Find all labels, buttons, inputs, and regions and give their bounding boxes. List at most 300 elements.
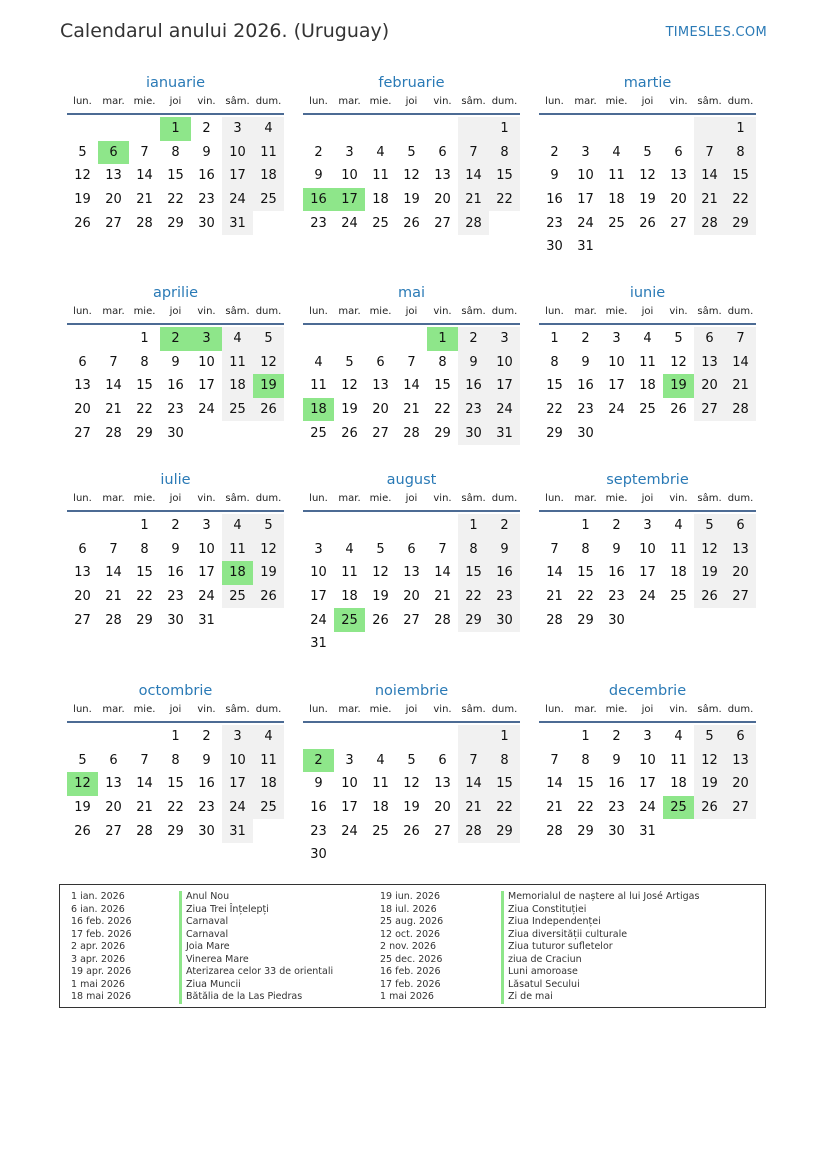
weekday-label: sâm. xyxy=(461,493,486,504)
day: 22 xyxy=(458,585,489,609)
holiday-date: 18 iul. 2026 xyxy=(380,903,437,915)
holiday-date: 6 ian. 2026 xyxy=(71,903,125,915)
day-grid xyxy=(303,327,520,445)
day: 26 xyxy=(341,425,358,441)
day: 21 xyxy=(136,800,153,816)
holiday-day: 19 xyxy=(663,374,694,398)
weekday-header xyxy=(539,304,756,325)
day: 24 xyxy=(577,215,594,231)
day: 8 xyxy=(581,541,590,557)
empty-day xyxy=(365,725,396,749)
day: 29 xyxy=(577,612,594,628)
day: 10 xyxy=(489,351,520,375)
day: 22 xyxy=(577,800,594,816)
day: 23 xyxy=(198,192,215,208)
day: 20 xyxy=(725,772,756,796)
weekday-label: mar. xyxy=(574,306,597,317)
empty-day xyxy=(67,725,98,749)
weekday-header xyxy=(303,304,520,325)
month-iulie xyxy=(67,469,284,632)
weekday-label: vin. xyxy=(669,493,688,504)
day-grid xyxy=(539,117,756,259)
day: 26 xyxy=(74,215,91,231)
weekday-label: dum. xyxy=(255,306,282,317)
day: 2 xyxy=(612,729,621,745)
weekday-label: mar. xyxy=(338,96,361,107)
day: 19 xyxy=(74,800,91,816)
day: 17 xyxy=(310,589,327,605)
empty-day xyxy=(334,725,365,749)
weekday-label: sâm. xyxy=(225,493,250,504)
day: 21 xyxy=(694,188,725,212)
day: 28 xyxy=(136,215,153,231)
day: 21 xyxy=(105,589,122,605)
day: 13 xyxy=(372,378,389,394)
day: 11 xyxy=(310,378,327,394)
day: 15 xyxy=(725,164,756,188)
day: 18 xyxy=(341,589,358,605)
weekday-label: mie. xyxy=(133,306,156,317)
day: 3 xyxy=(222,725,253,749)
day: 6 xyxy=(376,354,385,370)
day: 21 xyxy=(458,796,489,820)
day: 20 xyxy=(670,192,687,208)
day: 3 xyxy=(643,518,652,534)
day: 21 xyxy=(105,402,122,418)
day: 9 xyxy=(581,354,590,370)
month-iunie xyxy=(539,282,756,445)
empty-day xyxy=(570,117,601,141)
weekday-label: dum. xyxy=(255,96,282,107)
day: 22 xyxy=(136,589,153,605)
weekday-label: sâm. xyxy=(225,306,250,317)
weekday-header xyxy=(303,94,520,115)
day: 26 xyxy=(74,823,91,839)
day: 27 xyxy=(403,612,420,628)
day: 26 xyxy=(403,823,420,839)
weekday-label: joi xyxy=(641,96,654,107)
day: 25 xyxy=(608,215,625,231)
day: 21 xyxy=(434,589,451,605)
empty-day xyxy=(365,327,396,351)
empty-day xyxy=(427,725,458,749)
weekday-label: vin. xyxy=(197,493,216,504)
day: 4 xyxy=(376,144,385,160)
day: 12 xyxy=(694,749,725,773)
day: 9 xyxy=(612,541,621,557)
brand-link[interactable]: TIMESLES.COM xyxy=(665,25,767,40)
day: 27 xyxy=(725,585,756,609)
day-grid xyxy=(303,117,520,235)
day: 13 xyxy=(105,168,122,184)
day: 14 xyxy=(105,565,122,581)
day: 29 xyxy=(136,425,153,441)
weekday-label: dum. xyxy=(491,493,518,504)
day: 25 xyxy=(253,188,284,212)
day: 4 xyxy=(253,725,284,749)
day: 2 xyxy=(202,729,211,745)
day: 4 xyxy=(674,518,683,534)
empty-day xyxy=(334,327,365,351)
weekday-label: mar. xyxy=(574,96,597,107)
holiday-day: 2 xyxy=(160,327,191,351)
day: 16 xyxy=(198,168,215,184)
day: 10 xyxy=(198,354,215,370)
day: 7 xyxy=(550,752,559,768)
day: 20 xyxy=(403,589,420,605)
empty-day xyxy=(458,725,489,749)
day: 22 xyxy=(725,188,756,212)
day: 25 xyxy=(253,796,284,820)
day: 19 xyxy=(74,192,91,208)
day: 31 xyxy=(639,823,656,839)
day: 5 xyxy=(253,327,284,351)
weekday-label: vin. xyxy=(433,704,452,715)
weekday-label: mie. xyxy=(605,493,628,504)
weekday-label: dum. xyxy=(727,704,754,715)
holiday-date: 19 iun. 2026 xyxy=(380,891,441,902)
day: 22 xyxy=(489,188,520,212)
day: 28 xyxy=(546,823,563,839)
day: 6 xyxy=(674,144,683,160)
day: 22 xyxy=(167,192,184,208)
day: 26 xyxy=(253,585,284,609)
day: 14 xyxy=(403,378,420,394)
day: 22 xyxy=(136,402,153,418)
day: 26 xyxy=(694,585,725,609)
empty-day xyxy=(98,725,129,749)
holiday-legend xyxy=(59,884,766,1008)
day: 23 xyxy=(167,589,184,605)
day: 28 xyxy=(105,425,122,441)
holiday-date: 17 feb. 2026 xyxy=(71,928,132,940)
holiday-name: Memorialul de naștere al lui José Artigas xyxy=(501,891,699,904)
day: 20 xyxy=(434,192,451,208)
day: 31 xyxy=(577,239,594,255)
day: 28 xyxy=(725,398,756,422)
empty-day xyxy=(129,117,160,141)
day: 13 xyxy=(434,168,451,184)
day: 14 xyxy=(546,776,563,792)
day: 10 xyxy=(341,776,358,792)
day: 6 xyxy=(438,144,447,160)
day: 3 xyxy=(345,752,354,768)
day: 22 xyxy=(546,402,563,418)
weekday-label: lun. xyxy=(545,493,564,504)
holiday-name: Vinerea Mare xyxy=(179,954,333,967)
day: 7 xyxy=(140,144,149,160)
day: 24 xyxy=(341,215,358,231)
weekday-label: vin. xyxy=(433,493,452,504)
day: 19 xyxy=(403,192,420,208)
day: 24 xyxy=(608,402,625,418)
day: 13 xyxy=(403,565,420,581)
day: 7 xyxy=(140,752,149,768)
weekday-label: dum. xyxy=(727,96,754,107)
day: 31 xyxy=(489,421,520,445)
empty-day xyxy=(632,117,663,141)
day: 8 xyxy=(581,752,590,768)
weekday-label: joi xyxy=(169,96,182,107)
weekday-label: joi xyxy=(641,493,654,504)
holiday-name: Ziua Trei Înțelepți xyxy=(179,904,333,917)
holiday-date: 17 feb. 2026 xyxy=(380,978,441,990)
month-name: ianuarie xyxy=(145,75,206,91)
day: 30 xyxy=(198,823,215,839)
day: 2 xyxy=(612,518,621,534)
weekday-label: vin. xyxy=(197,96,216,107)
day: 24 xyxy=(198,402,215,418)
day: 25 xyxy=(222,585,253,609)
day: 1 xyxy=(550,331,559,347)
weekday-label: mie. xyxy=(133,704,156,715)
day: 4 xyxy=(674,729,683,745)
day: 27 xyxy=(434,823,451,839)
empty-day xyxy=(663,117,694,141)
weekday-label: mar. xyxy=(338,306,361,317)
day: 20 xyxy=(434,800,451,816)
day: 27 xyxy=(105,215,122,231)
day: 3 xyxy=(314,541,323,557)
day: 27 xyxy=(74,612,91,628)
day: 1 xyxy=(458,514,489,538)
day: 19 xyxy=(341,402,358,418)
month-name: noiembrie xyxy=(374,683,449,699)
holiday-names-left xyxy=(179,891,333,1004)
day: 15 xyxy=(577,776,594,792)
weekday-label: lun. xyxy=(545,96,564,107)
holiday-date: 1 mai 2026 xyxy=(71,978,125,990)
day: 11 xyxy=(222,538,253,562)
holiday-name: Ziua Constituției xyxy=(501,904,699,917)
weekday-header xyxy=(539,702,756,723)
day: 18 xyxy=(608,192,625,208)
day: 1 xyxy=(140,331,149,347)
day: 26 xyxy=(670,402,687,418)
day: 23 xyxy=(310,823,327,839)
day: 10 xyxy=(222,749,253,773)
holiday-name: Lăsatul Secului xyxy=(501,979,699,992)
day: 7 xyxy=(109,354,118,370)
weekday-label: joi xyxy=(169,306,182,317)
weekday-label: mar. xyxy=(102,96,125,107)
holiday-date: 25 dec. 2026 xyxy=(380,953,443,965)
day: 31 xyxy=(222,211,253,235)
day: 29 xyxy=(489,819,520,843)
day: 29 xyxy=(546,425,563,441)
weekday-label: dum. xyxy=(727,493,754,504)
day: 5 xyxy=(643,144,652,160)
day: 7 xyxy=(458,141,489,165)
weekday-label: sâm. xyxy=(697,704,722,715)
holiday-day: 17 xyxy=(334,188,365,212)
day: 13 xyxy=(105,776,122,792)
empty-day xyxy=(129,725,160,749)
day: 23 xyxy=(577,402,594,418)
day: 28 xyxy=(458,211,489,235)
day: 23 xyxy=(489,585,520,609)
weekday-label: joi xyxy=(169,493,182,504)
weekday-label: mar. xyxy=(338,493,361,504)
day: 24 xyxy=(222,796,253,820)
day: 8 xyxy=(140,354,149,370)
day: 27 xyxy=(105,823,122,839)
weekday-label: lun. xyxy=(309,704,328,715)
empty-day xyxy=(427,514,458,538)
day: 19 xyxy=(694,561,725,585)
day-grid xyxy=(67,327,284,445)
day: 27 xyxy=(434,215,451,231)
day: 17 xyxy=(341,800,358,816)
day: 8 xyxy=(725,141,756,165)
day: 23 xyxy=(198,800,215,816)
day: 21 xyxy=(458,188,489,212)
day: 30 xyxy=(546,239,563,255)
day: 25 xyxy=(372,215,389,231)
month-octombrie xyxy=(67,680,284,843)
weekday-label: mie. xyxy=(369,704,392,715)
empty-day xyxy=(539,117,570,141)
day: 2 xyxy=(489,514,520,538)
day: 6 xyxy=(694,327,725,351)
day-grid xyxy=(303,725,520,867)
day: 6 xyxy=(725,514,756,538)
holiday-date: 1 ian. 2026 xyxy=(71,891,125,902)
empty-day xyxy=(694,117,725,141)
day: 10 xyxy=(198,541,215,557)
day: 12 xyxy=(341,378,358,394)
weekday-label: mar. xyxy=(102,493,125,504)
weekday-label: mie. xyxy=(605,704,628,715)
day: 11 xyxy=(670,752,687,768)
day: 24 xyxy=(639,800,656,816)
holiday-date: 1 mai 2026 xyxy=(380,991,434,1002)
holiday-day: 6 xyxy=(98,141,129,165)
day: 16 xyxy=(458,374,489,398)
empty-day xyxy=(98,327,129,351)
weekday-label: joi xyxy=(405,306,418,317)
day: 10 xyxy=(341,168,358,184)
day: 4 xyxy=(376,752,385,768)
day: 23 xyxy=(546,215,563,231)
day: 14 xyxy=(546,565,563,581)
weekday-label: vin. xyxy=(433,96,452,107)
weekday-label: dum. xyxy=(491,704,518,715)
weekday-label: dum. xyxy=(727,306,754,317)
day: 9 xyxy=(489,538,520,562)
day: 14 xyxy=(434,565,451,581)
holiday-name: Carnaval xyxy=(179,929,333,942)
weekday-label: sâm. xyxy=(461,96,486,107)
day: 4 xyxy=(253,117,284,141)
day: 4 xyxy=(222,327,253,351)
day: 30 xyxy=(577,425,594,441)
day: 11 xyxy=(341,565,358,581)
day: 24 xyxy=(341,823,358,839)
empty-day xyxy=(67,327,98,351)
weekday-label: mie. xyxy=(605,96,628,107)
month-name: mai xyxy=(397,285,426,301)
day: 18 xyxy=(253,772,284,796)
day: 7 xyxy=(438,541,447,557)
day: 12 xyxy=(253,351,284,375)
day: 20 xyxy=(725,561,756,585)
day: 8 xyxy=(171,752,180,768)
day: 10 xyxy=(310,565,327,581)
day: 1 xyxy=(489,117,520,141)
weekday-label: vin. xyxy=(669,306,688,317)
day: 24 xyxy=(198,589,215,605)
empty-day xyxy=(539,725,570,749)
day: 14 xyxy=(458,164,489,188)
day: 10 xyxy=(639,541,656,557)
day: 19 xyxy=(694,772,725,796)
empty-day xyxy=(396,117,427,141)
day: 10 xyxy=(639,752,656,768)
day: 3 xyxy=(581,144,590,160)
day: 18 xyxy=(222,374,253,398)
day: 22 xyxy=(434,402,451,418)
day: 23 xyxy=(458,398,489,422)
holiday-name: Carnaval xyxy=(179,916,333,929)
day: 1 xyxy=(725,117,756,141)
day: 7 xyxy=(725,327,756,351)
day: 18 xyxy=(253,164,284,188)
day: 27 xyxy=(670,215,687,231)
holiday-date: 12 oct. 2026 xyxy=(380,928,441,940)
holiday-dates-left xyxy=(71,891,132,1004)
day: 8 xyxy=(550,354,559,370)
day: 11 xyxy=(222,351,253,375)
day: 14 xyxy=(694,164,725,188)
day: 21 xyxy=(136,192,153,208)
day: 25 xyxy=(372,823,389,839)
holiday-day: 19 xyxy=(253,374,284,398)
day: 30 xyxy=(167,425,184,441)
day: 15 xyxy=(458,561,489,585)
holiday-name: Zi de mai xyxy=(501,991,699,1004)
weekday-label: vin. xyxy=(669,96,688,107)
month-februarie xyxy=(303,72,520,235)
day: 23 xyxy=(608,589,625,605)
day: 17 xyxy=(198,565,215,581)
day: 19 xyxy=(639,192,656,208)
holiday-name: Ziua Muncii xyxy=(179,979,333,992)
day: 7 xyxy=(407,354,416,370)
month-name: decembrie xyxy=(608,683,687,699)
empty-day xyxy=(67,514,98,538)
weekday-label: sâm. xyxy=(461,704,486,715)
day: 5 xyxy=(345,354,354,370)
day: 13 xyxy=(725,749,756,773)
day: 26 xyxy=(403,215,420,231)
day: 11 xyxy=(670,541,687,557)
day: 15 xyxy=(546,378,563,394)
holiday-day: 1 xyxy=(427,327,458,351)
day: 9 xyxy=(314,776,323,792)
day: 15 xyxy=(167,776,184,792)
weekday-label: lun. xyxy=(73,704,92,715)
day: 29 xyxy=(167,823,184,839)
day: 18 xyxy=(670,776,687,792)
month-name: septembrie xyxy=(606,472,689,488)
weekday-label: joi xyxy=(405,704,418,715)
day: 18 xyxy=(670,565,687,581)
holiday-date: 16 feb. 2026 xyxy=(380,966,441,977)
day-grid xyxy=(539,514,756,632)
weekday-label: lun. xyxy=(309,96,328,107)
day: 16 xyxy=(546,192,563,208)
